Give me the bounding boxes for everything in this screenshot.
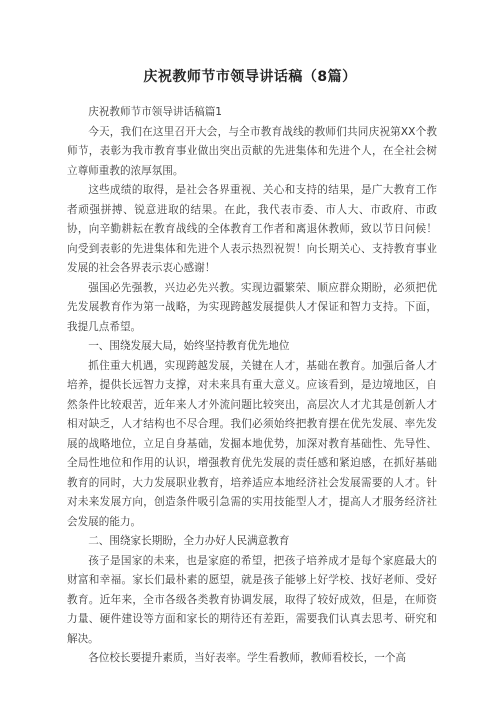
- paragraph: 抓住重大机遇，实现跨越发展，关键在人才，基础在教育。加强后备人才培养，提供长远智力支撑，对未来具有重大意义。应该看到，是边境地区，自然条件比较艰苦，近年来人才外流问题比较突出，高层次人才尤其是创新人才相对缺乏，人才结构也不尽合理。我们必须始终把教育摆在优先发展、率先发展的战略地位，立足自身基础，发掘本地优势，加深对教育基础性、先导性、全局性地位和作用的认识，增强教育优先发展的责任感和紧迫感，在抓好基础教育的同时，大力发展职业教育，培养适应本地经济社会发展需要的人才。针对未来发展方向，创造条件吸引急需的实用技能型人才，提高人才服务经济社会发展的能力。: [67, 359, 437, 528]
- paragraph: 孩子是国家的未来，也是家庭的希望，把孩子培养成才是每个家庭最大的财富和幸福。家长们最朴素的愿望，就是孩子能够上好学校、找好老师、受好教育。近年来，全市各级各类教育协调发展，取得了较好成效，但是，在师资力量、硬件建设等方面和家长的期待还有差距，需要我们认真去思考、研究和解决。: [67, 554, 437, 645]
- paragraph: 各位校长要提升素质，当好表率。学生看教师，教师看校长，一个高: [88, 652, 406, 664]
- document-title: 庆祝教师节市领导讲话稿（8篇）: [143, 69, 357, 85]
- document-body: [67, 103, 437, 669]
- paragraph: 强国必先强教，兴边必先兴教。实现边疆繁荣、顺应群众期盼，必须把优先发展教育作为第一战略，为实现跨越发展提供人才保证和智力支持。下面，我提几点希望。: [67, 281, 437, 333]
- section-heading: 一、围绕发展大局，始终坚持教育优先地位: [88, 340, 290, 352]
- paragraph: 这些成绩的取得，是社会各界重视、关心和支持的结果，是广大教育工作者顽强拼搏、锐意进取的结果。在此，我代表市委、市人大、市政府、市政协，向辛勤耕耘在教育战线的全体教育工作者和离退休教师，致以节日问候！向受到表彰的先进集体和先进个人表示热烈祝贺！向长期关心、支持教育事业发展的社会各界表示衷心感谢！: [67, 184, 437, 274]
- section-heading: 二、围绕家长期盼，全力办好人民满意教育: [88, 535, 290, 547]
- paragraph: 今天，我们在这里召开大会，与全市教育战线的教师们共同庆祝第XX个教师节，表彰为我市教育事业做出突出贡献的先进集体和先进个人，在全社会树立尊师重教的浓厚氛围。: [67, 125, 437, 177]
- article-subtitle: 庆祝教师节市领导讲话稿篇1: [88, 106, 223, 118]
